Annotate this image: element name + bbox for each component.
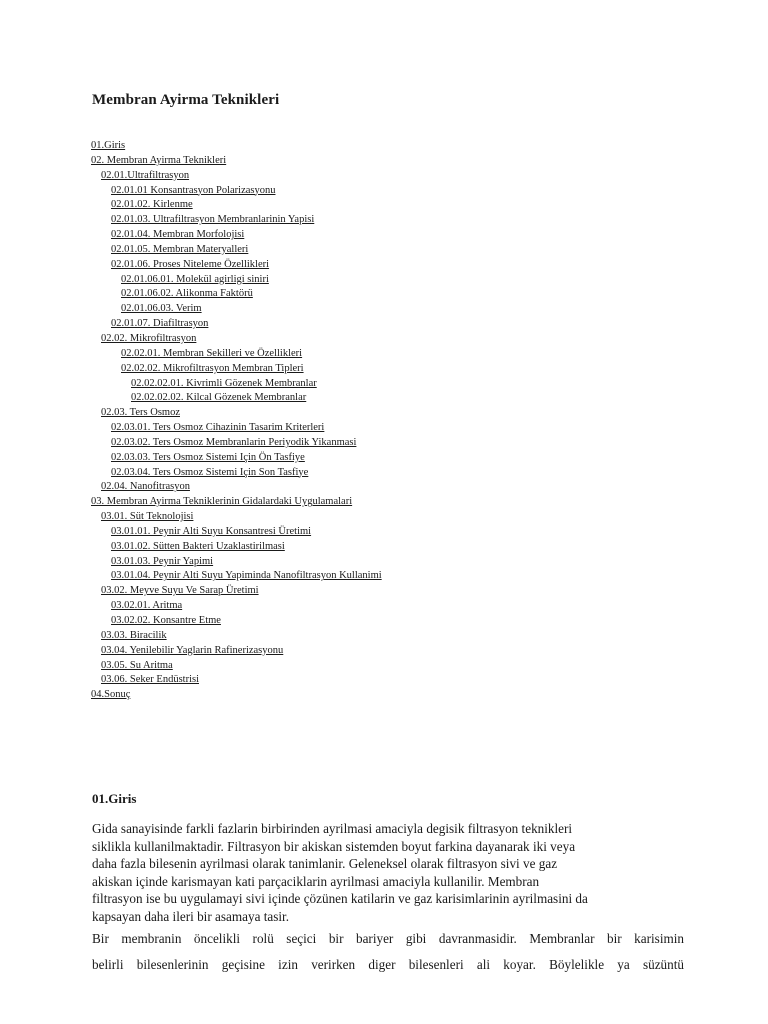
paragraph-line: Gida sanayisinde farkli fazlarin birbirinden ayrilmasi amaciyla degisik filtrasyon teknikleri: [92, 821, 573, 836]
toc-item: [91, 377, 382, 392]
toc-link[interactable]: 02.02.02.02. Kilcal Gözenek Membranlar: [131, 392, 307, 404]
toc-item: [91, 614, 382, 629]
toc-link[interactable]: 02.03. Ters Osmoz: [101, 407, 180, 419]
document-title: Membran Ayirma Teknikleri: [92, 92, 280, 108]
paragraph-line: akiskan içinde karismayan kati parçaciklarin ayrilmasi amaciyla kullanilir. Membran: [92, 873, 540, 889]
toc-item: [91, 555, 382, 570]
toc-item: [91, 584, 382, 599]
toc-item: [91, 332, 382, 347]
toc-item: [91, 466, 382, 481]
toc-link[interactable]: 02.02.02. Mikrofiltrasyon Membran Tipleri: [121, 362, 304, 374]
paragraph-line: daha fazla bilesenin ayrilmasi olarak tanimlanir. Geleneksel olarak filtrasyon sivi ve gaz: [92, 856, 558, 871]
toc-item: [91, 184, 382, 199]
toc-link[interactable]: 02.01.03. Ultrafiltrasyon Membranlarinin Yapisi: [111, 214, 315, 226]
toc-link[interactable]: 02.01.01 Konsantrasyon Polarizasyonu: [111, 184, 276, 196]
toc-link[interactable]: 03. Membran Ayirma Tekniklerinin Gidalardaki Uygulamalari: [91, 496, 353, 508]
toc-link[interactable]: 04.Sonuç: [91, 689, 131, 701]
toc-link[interactable]: 02.03.02. Ters Osmoz Membranlarin Periyodik Yikanmasi: [111, 436, 357, 448]
toc-item: [91, 213, 382, 228]
toc-link[interactable]: 01.Giris: [91, 140, 126, 151]
toc-link[interactable]: 03.01. Süt Teknolojisi: [101, 511, 194, 523]
toc-item: [91, 347, 382, 362]
toc-link[interactable]: 02.03.04. Ters Osmoz Sistemi Için Son Tasfiye: [111, 466, 309, 478]
toc-link[interactable]: 02.02. Mikrofiltrasyon: [101, 332, 197, 344]
paragraph-line: kapsayan daha ileri bir asamaya tasir.: [92, 908, 290, 924]
toc-link[interactable]: 02.02.02.01. Kivrimli Gözenek Membranlar: [131, 377, 317, 389]
toc-item: [91, 198, 382, 213]
toc-item: [91, 569, 382, 584]
toc-link[interactable]: 02.03.01. Ters Osmoz Cihazinin Tasarim Kriterleri: [111, 422, 325, 434]
toc-item: [91, 406, 382, 421]
toc-item: [91, 317, 382, 332]
toc-link[interactable]: 02.01.06.03. Verim: [121, 303, 202, 315]
toc-item: [91, 436, 382, 451]
toc-link[interactable]: 02.01.Ultrafiltrasyon: [101, 169, 190, 181]
toc-link[interactable]: 03.03. Biracilik: [101, 629, 167, 641]
toc-item: [91, 287, 382, 302]
toc-item: [91, 391, 382, 406]
toc-link[interactable]: 03.01.04. Peynir Alti Suyu Yapiminda Nanofiltrasyon Kullanimi: [111, 570, 382, 582]
table-of-contents: [91, 139, 382, 703]
toc-link[interactable]: 03.05. Su Aritma: [101, 659, 173, 671]
membrane-role-paragraph: [92, 926, 684, 978]
paragraph-line: filtrasyon ise bu uygulamayi sivi içinde çözünen katilarin ve gaz karisimlarinin ayrilmasini da: [92, 891, 588, 906]
toc-item: [91, 228, 382, 243]
toc-link[interactable]: 03.04. Yenilebilir Yaglarin Rafinerizasyonu: [101, 644, 284, 656]
toc-link[interactable]: 03.01.03. Peynir Yapimi: [111, 555, 214, 567]
toc-link[interactable]: 03.02.01. Aritma: [111, 600, 183, 612]
toc-link[interactable]: 02.01.05. Membran Materyalleri: [111, 243, 249, 255]
toc-link[interactable]: 03.02. Meyve Suyu Ve Sarap Üretimi: [101, 585, 259, 597]
toc-link[interactable]: 03.02.02. Konsantre Etme: [111, 615, 221, 626]
toc-item: [91, 362, 382, 377]
toc-link[interactable]: 02. Membran Ayirma Teknikleri: [91, 154, 227, 166]
toc-item: [91, 169, 382, 184]
toc-item: [91, 154, 382, 169]
paragraph-line: siklikla kullanilmaktadir. Filtrasyon bir akiskan sistemden boyut farkina dayanarak iki veya: [92, 838, 576, 854]
toc-link[interactable]: 02.01.02. Kirlenme: [111, 199, 193, 211]
toc-item: [91, 421, 382, 436]
toc-item: [91, 480, 382, 495]
toc-link[interactable]: 03.06. Seker Endüstrisi: [101, 674, 199, 686]
toc-item: [91, 629, 382, 644]
toc-item: [91, 139, 382, 154]
toc-item: [91, 243, 382, 258]
intro-paragraph: [92, 820, 692, 925]
toc-link[interactable]: 03.01.02. Sütten Bakteri Uzaklastirilmasi: [111, 540, 285, 552]
toc-item: [91, 495, 382, 510]
toc-item: [91, 644, 382, 659]
toc-link[interactable]: 02.03.03. Ters Osmoz Sistemi Için Ön Tasfiye: [111, 451, 305, 463]
paragraph-line: belirli bilesenlerinin geçisine izin verirken diger bilesenleri ali koyar. Böylelikle ya süzüntü: [92, 957, 684, 972]
section-heading: 01.Giris: [92, 791, 137, 806]
toc-item: [91, 258, 382, 273]
toc-link[interactable]: 02.01.04. Membran Morfolojisi: [111, 229, 245, 241]
toc-item: [91, 599, 382, 614]
toc-link[interactable]: 02.01.06.02. Alikonma Faktörü: [121, 288, 253, 300]
toc-link[interactable]: 02.02.01. Membran Sekilleri ve Özellikleri: [121, 347, 303, 359]
toc-item: [91, 525, 382, 540]
toc-item: [91, 302, 382, 317]
toc-link[interactable]: 02.04. Nanofitrasyon: [101, 481, 190, 493]
toc-item: [91, 540, 382, 555]
toc-item: [91, 451, 382, 466]
toc-link[interactable]: 02.01.06. Proses Niteleme Özellikleri: [111, 258, 270, 270]
toc-item: [91, 673, 382, 688]
toc-link[interactable]: 02.01.07. Diafiltrasyon: [111, 318, 209, 330]
toc-link[interactable]: 02.01.06.01. Molekül agirligi siniri: [121, 273, 269, 285]
paragraph-line: Bir membranin öncelikli rolü seçici bir bariyer gibi davranmasidir. Membranlar bir karisimin: [92, 931, 684, 946]
toc-link[interactable]: 03.01.01. Peynir Alti Suyu Konsantresi Üretimi: [111, 525, 312, 537]
toc-item: [91, 659, 382, 674]
toc-item: [91, 273, 382, 288]
toc-item: [91, 510, 382, 525]
toc-item: [91, 688, 382, 703]
